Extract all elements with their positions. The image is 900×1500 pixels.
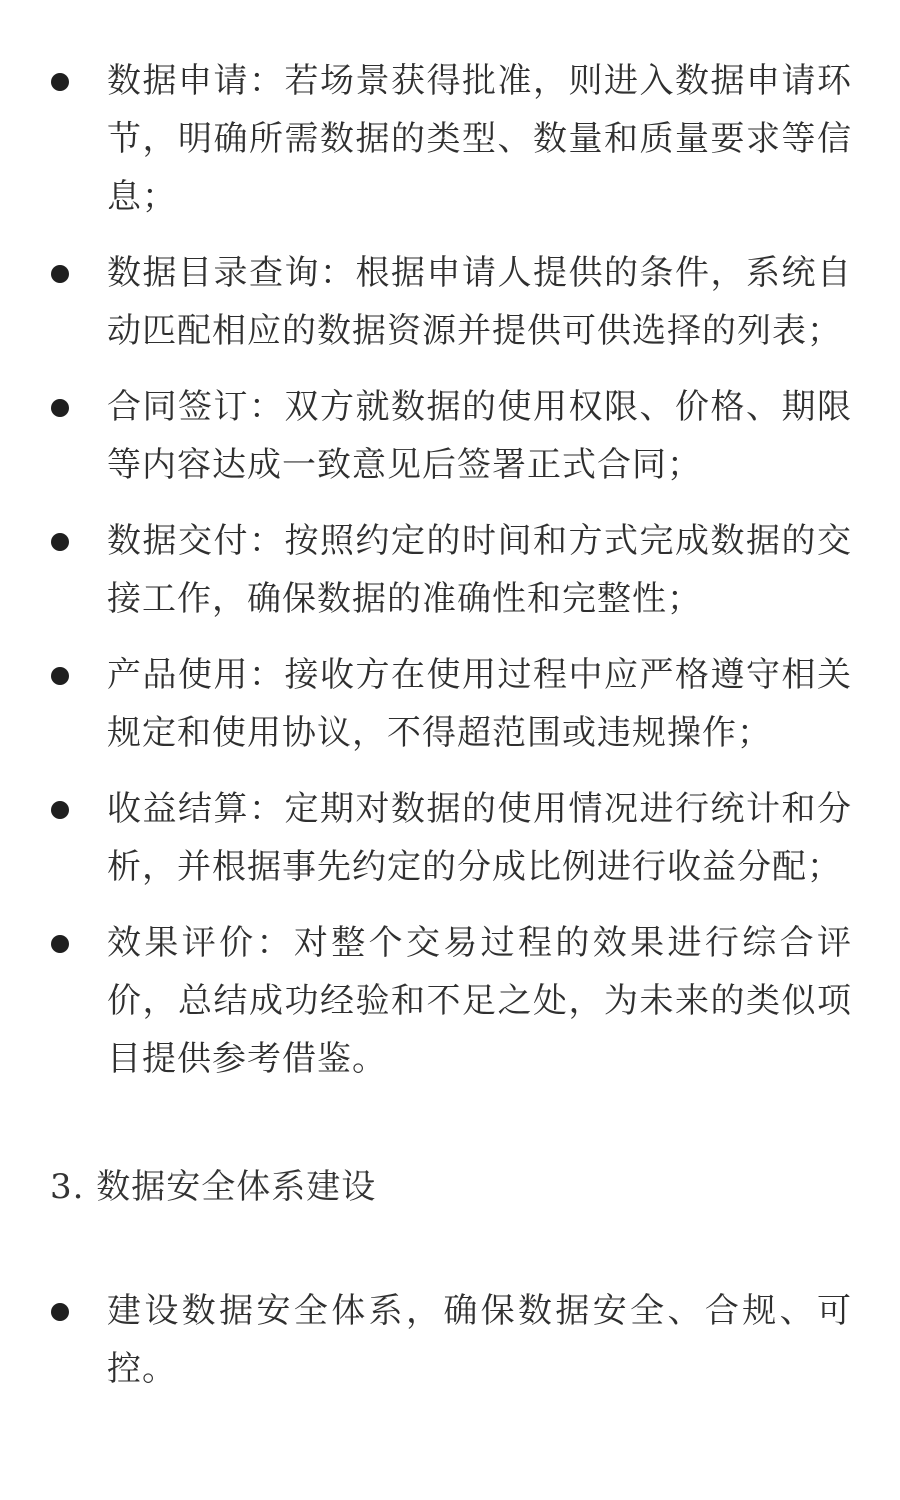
list-item — [0, 378, 900, 494]
bullet-dot-icon — [51, 667, 69, 685]
list-item — [0, 646, 900, 762]
list-item-text: 产品使用：接收方在使用过程中应严格遵守相关规定和使用协议，不得超范围或违规操作； — [107, 655, 852, 753]
list-item — [0, 1282, 900, 1398]
list-item-text: 数据申请：若场景获得批准，则进入数据申请环节，明确所需数据的类型、数量和质量要求等信息； — [107, 61, 852, 217]
section-item-list — [0, 1282, 900, 1398]
list-item — [0, 244, 900, 360]
list-item-text: 效果评价：对整个交易过程的效果进行综合评价，总结成功经验和不足之处，为未来的类似项目提供参考借鉴。 — [107, 923, 852, 1079]
section-heading: 3. 数据安全体系建设 — [50, 1167, 377, 1207]
list-item-text: 收益结算：定期对数据的使用情况进行统计和分析，并根据事先约定的分成比例进行收益分配； — [107, 789, 852, 887]
list-item-text: 数据交付：按照约定的时间和方式完成数据的交接工作，确保数据的准确性和完整性； — [107, 521, 852, 619]
list-item — [0, 52, 900, 226]
bullet-dot-icon — [51, 935, 69, 953]
list-item — [0, 780, 900, 896]
list-item-text: 建设数据安全体系，确保数据安全、合规、可控。 — [107, 1291, 852, 1389]
list-item-text: 数据目录查询：根据申请人提供的条件，系统自动匹配相应的数据资源并提供可供选择的列表； — [107, 253, 852, 351]
list-item — [0, 914, 900, 1088]
bullet-dot-icon — [51, 399, 69, 417]
bullet-dot-icon — [51, 533, 69, 551]
process-step-list — [0, 52, 900, 1088]
list-item-text: 合同签订：双方就数据的使用权限、价格、期限等内容达成一致意见后签署正式合同； — [107, 387, 852, 485]
bullet-dot-icon — [51, 73, 69, 91]
bullet-dot-icon — [51, 265, 69, 283]
bullet-dot-icon — [51, 801, 69, 819]
list-item — [0, 512, 900, 628]
bullet-dot-icon — [51, 1303, 69, 1321]
